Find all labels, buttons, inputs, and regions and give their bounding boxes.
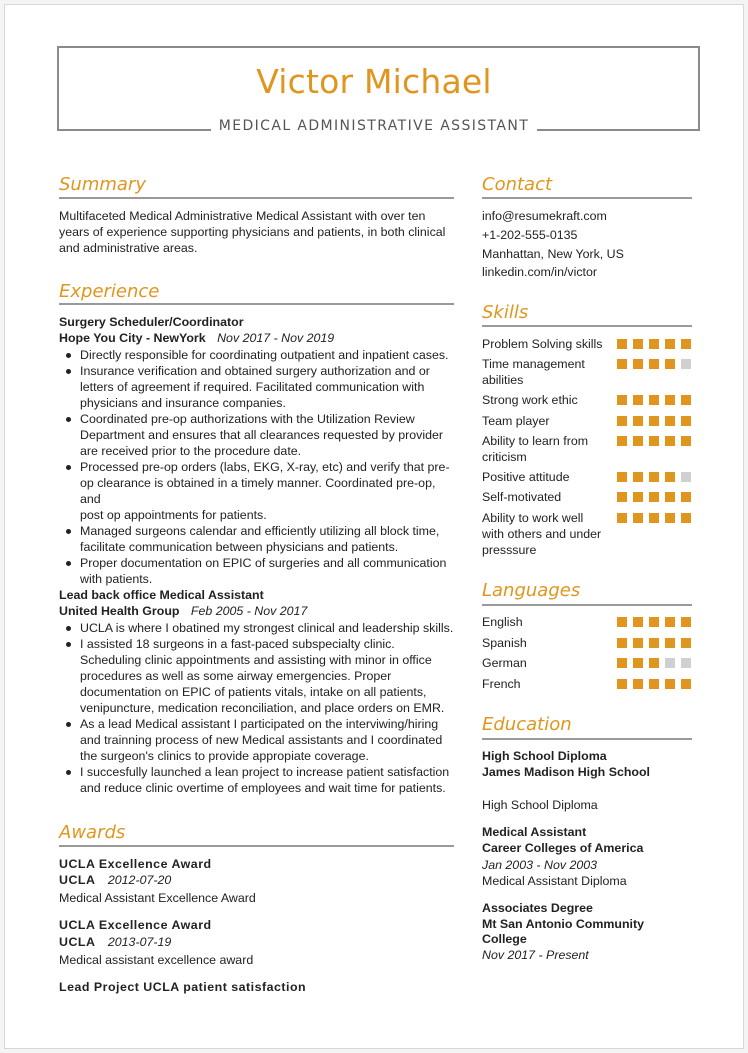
- contact-heading: Contact: [482, 174, 553, 195]
- skill-rating: [617, 513, 691, 523]
- language-label: German: [482, 656, 527, 670]
- rating-dot: [617, 416, 627, 426]
- award-date: 2012-07-20: [107, 873, 172, 887]
- job-role: Surgery Scheduler/Coordinator: [59, 315, 244, 329]
- bullet-item: Insurance verification and obtained surgery authorization and or letters of agreement if required. Facilitated communication with physicians and insurance companies.: [59, 363, 459, 411]
- award-name: Lead Project UCLA patient satisfaction: [59, 980, 307, 994]
- job-company-line: [59, 603, 307, 619]
- rating-dot: [633, 492, 643, 502]
- award-date: 2013-07-19: [107, 935, 172, 949]
- rating-dot: [617, 492, 627, 502]
- skill-rating: [617, 416, 691, 426]
- skill-rating: [617, 395, 691, 405]
- award-desc: Medical Assistant Excellence Award: [59, 891, 256, 905]
- rating-dot: [617, 658, 627, 668]
- skill-label-line: presssure: [482, 543, 537, 557]
- education-rule: [482, 738, 692, 740]
- rating-dot: [649, 513, 659, 523]
- rating-dot: [665, 617, 675, 627]
- awards-rule: [59, 845, 454, 847]
- skill-rating: [617, 492, 691, 502]
- rating-dot: [633, 472, 643, 482]
- skills-rule: [482, 325, 692, 327]
- rating-dot: [633, 416, 643, 426]
- skill-label-line: with others and under: [482, 527, 602, 541]
- languages-rule: [482, 604, 692, 606]
- skill-label: [482, 469, 569, 485]
- rating-dot: [633, 359, 643, 369]
- award-desc: Medical assistant excellence award: [59, 953, 254, 967]
- skill-label-line: Ability to learn from: [482, 434, 589, 448]
- award-org: UCLA: [59, 873, 96, 887]
- language-label: English: [482, 615, 523, 629]
- edu-school: Career Colleges of America: [482, 841, 644, 855]
- contact-linkedin[interactable]: linkedin.com/in/victor: [482, 265, 598, 279]
- rating-dot: [681, 617, 691, 627]
- job-title: [0, 117, 748, 135]
- rating-dot: [633, 395, 643, 405]
- award-name: UCLA Excellence Award: [59, 857, 212, 871]
- rating-dot: [665, 679, 675, 689]
- rating-dot: [681, 359, 691, 369]
- rating-dot: [649, 472, 659, 482]
- languages-heading: Languages: [482, 580, 581, 601]
- edu-desc: High School Diploma: [482, 798, 598, 812]
- rating-dot: [681, 436, 691, 446]
- rating-dot: [665, 472, 675, 482]
- rating-dot: [649, 638, 659, 648]
- award-org-line: [59, 872, 171, 888]
- job-role: Lead back office Medical Assistant: [59, 588, 264, 602]
- skills-heading: Skills: [482, 302, 529, 323]
- skill-label: [482, 489, 561, 505]
- skill-label: [482, 392, 578, 408]
- rating-dot: [649, 359, 659, 369]
- edu-dates: Nov 2017 - Present: [482, 948, 589, 962]
- rating-dot: [665, 658, 675, 668]
- skill-label-line: criticism: [482, 450, 527, 464]
- skill-label: [482, 356, 585, 388]
- edu-school: College: [482, 932, 527, 946]
- rating-dot: [633, 617, 643, 627]
- rating-dot: [665, 492, 675, 502]
- skill-label-line: Self-motivated: [482, 490, 562, 504]
- skill-label: [482, 510, 601, 558]
- job-dates: Feb 2005 - Nov 2017: [190, 604, 308, 618]
- bullet-item: Coordinated pre-op authorizations with the Utilization Review Department and ensures that all clearances requested by provider are received prior to the procedure date.: [59, 411, 459, 459]
- job-company: United Health Group: [59, 604, 180, 618]
- contact-phone: +1-202-555-0135: [482, 228, 578, 242]
- contact-location: Manhattan, New York, US: [482, 247, 624, 261]
- rating-dot: [649, 492, 659, 502]
- skill-label-line: Positive attitude: [482, 470, 570, 484]
- rating-dot: [665, 395, 675, 405]
- summary-line: Multifaceted Medical Administrative Medical Assistant with over ten: [59, 209, 426, 223]
- language-label: Spanish: [482, 636, 527, 650]
- rating-dot: [649, 436, 659, 446]
- skill-label-line: Ability to work well: [482, 511, 584, 525]
- skill-label: [482, 433, 588, 465]
- rating-dot: [617, 617, 627, 627]
- award-org: UCLA: [59, 935, 96, 949]
- rating-dot: [665, 638, 675, 648]
- skill-label-line: Time management: [482, 357, 585, 371]
- rating-dot: [649, 658, 659, 668]
- rating-dot: [649, 339, 659, 349]
- job-company: Hope You City - NewYork: [59, 331, 206, 345]
- summary-line: years of experience supporting physicians and patients, in both clinical: [59, 225, 446, 239]
- rating-dot: [681, 638, 691, 648]
- rating-dot: [665, 339, 675, 349]
- skill-rating: [617, 339, 691, 349]
- rating-dot: [617, 436, 627, 446]
- rating-dot: [633, 638, 643, 648]
- summary-line: and administrative areas.: [59, 241, 198, 255]
- rating-dot: [681, 472, 691, 482]
- rating-dot: [649, 395, 659, 405]
- skill-rating: [617, 359, 691, 369]
- contact-email[interactable]: info@resumekraft.com: [482, 209, 607, 223]
- edu-school: James Madison High School: [482, 765, 650, 779]
- skill-label-line: abilities: [482, 373, 524, 387]
- skill-label-line: Strong work ethic: [482, 393, 578, 407]
- experience-heading: Experience: [59, 281, 160, 302]
- bullet-item: As a lead Medical assistant I participated on the interviwing/hiring and trainning process of new Medical assistants and I coordinated the surgeon's clinics to provide appropiate coverage.: [59, 716, 459, 764]
- bullet-item: UCLA is where I obatined my strongest clinical and leadership skills.: [59, 620, 459, 636]
- rating-dot: [665, 436, 675, 446]
- edu-degree: Associates Degree: [482, 901, 593, 915]
- summary-rule: [59, 197, 454, 199]
- rating-dot: [617, 679, 627, 689]
- skill-rating: [617, 472, 691, 482]
- rating-dot: [633, 339, 643, 349]
- job-company-line: [59, 330, 334, 346]
- edu-degree: High School Diploma: [482, 749, 607, 763]
- skill-label-line: Team player: [482, 414, 550, 428]
- language-label: French: [482, 677, 521, 691]
- skill-rating: [617, 436, 691, 446]
- experience-rule: [59, 303, 454, 305]
- job-bullets: [59, 620, 459, 796]
- rating-dot: [617, 395, 627, 405]
- rating-dot: [681, 339, 691, 349]
- rating-dot: [633, 658, 643, 668]
- awards-heading: Awards: [59, 822, 126, 843]
- language-rating: [617, 617, 691, 627]
- rating-dot: [633, 436, 643, 446]
- bullet-item: I succesfully launched a lean project to increase patient satisfaction and reduce clinic overtime of employees and wait time for patients.: [59, 764, 459, 796]
- education-heading: Education: [482, 714, 572, 735]
- summary-text: [59, 208, 445, 256]
- language-rating: [617, 679, 691, 689]
- bullet-item: I assisted 18 surgeons in a fast-paced subspecialty clinic. Scheduling clinic appointments and assisting with minor in office procedures as well as some airway emergencies. Proper documentation on EPIC of patients vitals, intake on all patients, venipuncture, medication reconciliation, and place orders on EMR.: [59, 636, 459, 716]
- rating-dot: [681, 416, 691, 426]
- skill-label-line: Problem Solving skills: [482, 337, 603, 351]
- language-rating: [617, 658, 691, 668]
- rating-dot: [681, 658, 691, 668]
- bullet-item: Proper documentation on EPIC of surgeries and all communication with patients.: [59, 555, 459, 587]
- rating-dot: [617, 359, 627, 369]
- bullet-item: Directly responsible for coordinating outpatient and inpatient cases.: [59, 347, 459, 363]
- bullet-item: Managed surgeons calendar and efficiently utilizing all block time, facilitate communication between physicians and patients.: [59, 523, 459, 555]
- rating-dot: [617, 339, 627, 349]
- skill-label: [482, 413, 550, 429]
- rating-dot: [617, 638, 627, 648]
- edu-school: Mt San Antonio Community: [482, 917, 644, 931]
- rating-dot: [665, 513, 675, 523]
- bullet-item: Processed pre-op orders (labs, EKG, X-ray, etc) and verify that pre- op clearance is obtained in a timely manner. Coordinated pre-op, and post op appointments for patients.: [59, 459, 459, 523]
- rating-dot: [681, 679, 691, 689]
- job-title-text: MEDICAL ADMINISTRATIVE ASSISTANT: [211, 118, 537, 134]
- summary-heading: Summary: [59, 174, 146, 195]
- award-org-line: [59, 934, 171, 950]
- edu-dates: Jan 2003 - Nov 2003: [482, 858, 598, 872]
- award-name: UCLA Excellence Award: [59, 918, 212, 932]
- rating-dot: [681, 492, 691, 502]
- rating-dot: [681, 395, 691, 405]
- edu-degree: Medical Assistant: [482, 825, 587, 839]
- rating-dot: [633, 679, 643, 689]
- candidate-name: Victor Michael: [256, 62, 492, 101]
- rating-dot: [649, 679, 659, 689]
- edu-desc: Medical Assistant Diploma: [482, 874, 627, 888]
- job-bullets: [59, 347, 459, 587]
- job-dates: Nov 2017 - Nov 2019: [217, 331, 335, 345]
- contact-rule: [482, 197, 692, 199]
- rating-dot: [617, 472, 627, 482]
- rating-dot: [665, 359, 675, 369]
- rating-dot: [633, 513, 643, 523]
- rating-dot: [681, 513, 691, 523]
- skill-label: [482, 336, 603, 352]
- language-rating: [617, 638, 691, 648]
- rating-dot: [665, 416, 675, 426]
- rating-dot: [649, 416, 659, 426]
- rating-dot: [649, 617, 659, 627]
- rating-dot: [617, 513, 627, 523]
